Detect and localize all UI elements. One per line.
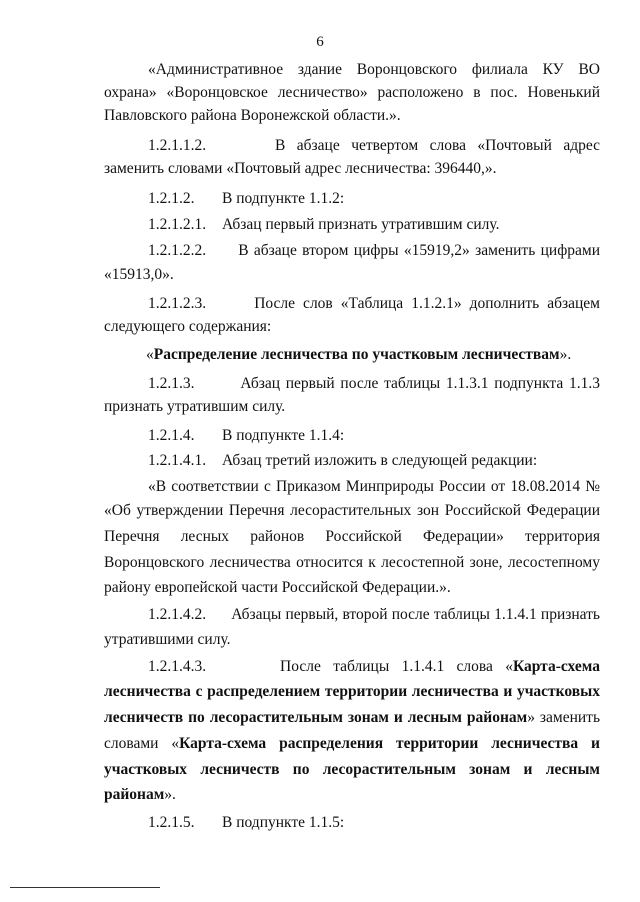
numbered-line: 1.2.1.1.2. В абзаце четвертом слова «Почтовый адрес [148, 137, 600, 154]
numbered-line: 1.2.1.4. В подпункте 1.1.4: [148, 427, 345, 444]
page-number: 6 [316, 34, 324, 50]
text-line: следующего содержания: [104, 318, 272, 335]
numbered-line: 1.2.1.2.1. Абзац первый признать утратившим силу. [148, 216, 500, 233]
text-line: лесничества с распределением территории лесничества и участковых [104, 683, 600, 700]
numbered-line: 1.2.1.5. В подпункте 1.1.5: [148, 814, 345, 831]
text-line: признать утратившим силу. [104, 398, 286, 415]
text-line: Павловского района Воронежской области.». [104, 107, 401, 124]
text-line: «Об утверждении Перечня лесорастительных зон Российской Федерации [104, 502, 600, 519]
numbered-line: 1.2.1.4.3. После таблицы 1.1.4.1 слова «Карта-схема [148, 658, 600, 675]
footnote-divider [10, 887, 160, 888]
text-line: утратившими силу. [104, 631, 231, 648]
text-line: Воронцовского лесничества относится к лесостепной зоне, лесостепному [104, 554, 600, 571]
text-line: заменить словами «Почтовый адрес лесничества: 396440,». [104, 160, 497, 177]
numbered-line: 1.2.1.4.2. Абзацы первый, второй после таблицы 1.1.4.1 признать [148, 606, 600, 623]
text-line: районам». [104, 786, 176, 803]
numbered-line: 1.2.1.4.1. Абзац третий изложить в следующей редакции: [148, 452, 538, 469]
text-line: Перечня лесных районов Российской Федерации» территория [104, 528, 600, 545]
text-line: «15913,0». [104, 266, 174, 283]
text-line: словами «Карта-схема распределения территории лесничества и [104, 735, 600, 752]
numbered-line: 1.2.1.2. В подпункте 1.1.2: [148, 190, 345, 207]
text-line: участковых лесничеств по лесорастительным зонам и лесным [104, 761, 600, 778]
text-line: охрана» «Воронцовское лесничество» расположено в пос. Новенький [104, 84, 600, 101]
text-line: лесничеств по лесорастительным зонам и лесным районам» заменить [104, 709, 600, 726]
numbered-line: 1.2.1.2.3. После слов «Таблица 1.1.2.1» дополнить абзацем [148, 295, 600, 312]
numbered-line: 1.2.1.3. Абзац первый после таблицы 1.1.3.1 подпункта 1.1.3 [148, 375, 600, 392]
text-line: району европейской части Российской Федерации.». [104, 579, 451, 596]
inserted-heading: «Распределение лесничества по участковым лесничествам». [146, 346, 572, 363]
numbered-line: 1.2.1.2.2. В абзаце втором цифры «15919,2» заменить цифрами [148, 242, 600, 259]
text-line: «Административное здание Воронцовского филиала КУ ВО [148, 61, 600, 78]
text-line: «В соответствии с Приказом Минприроды России от 18.08.2014 № [148, 478, 600, 495]
